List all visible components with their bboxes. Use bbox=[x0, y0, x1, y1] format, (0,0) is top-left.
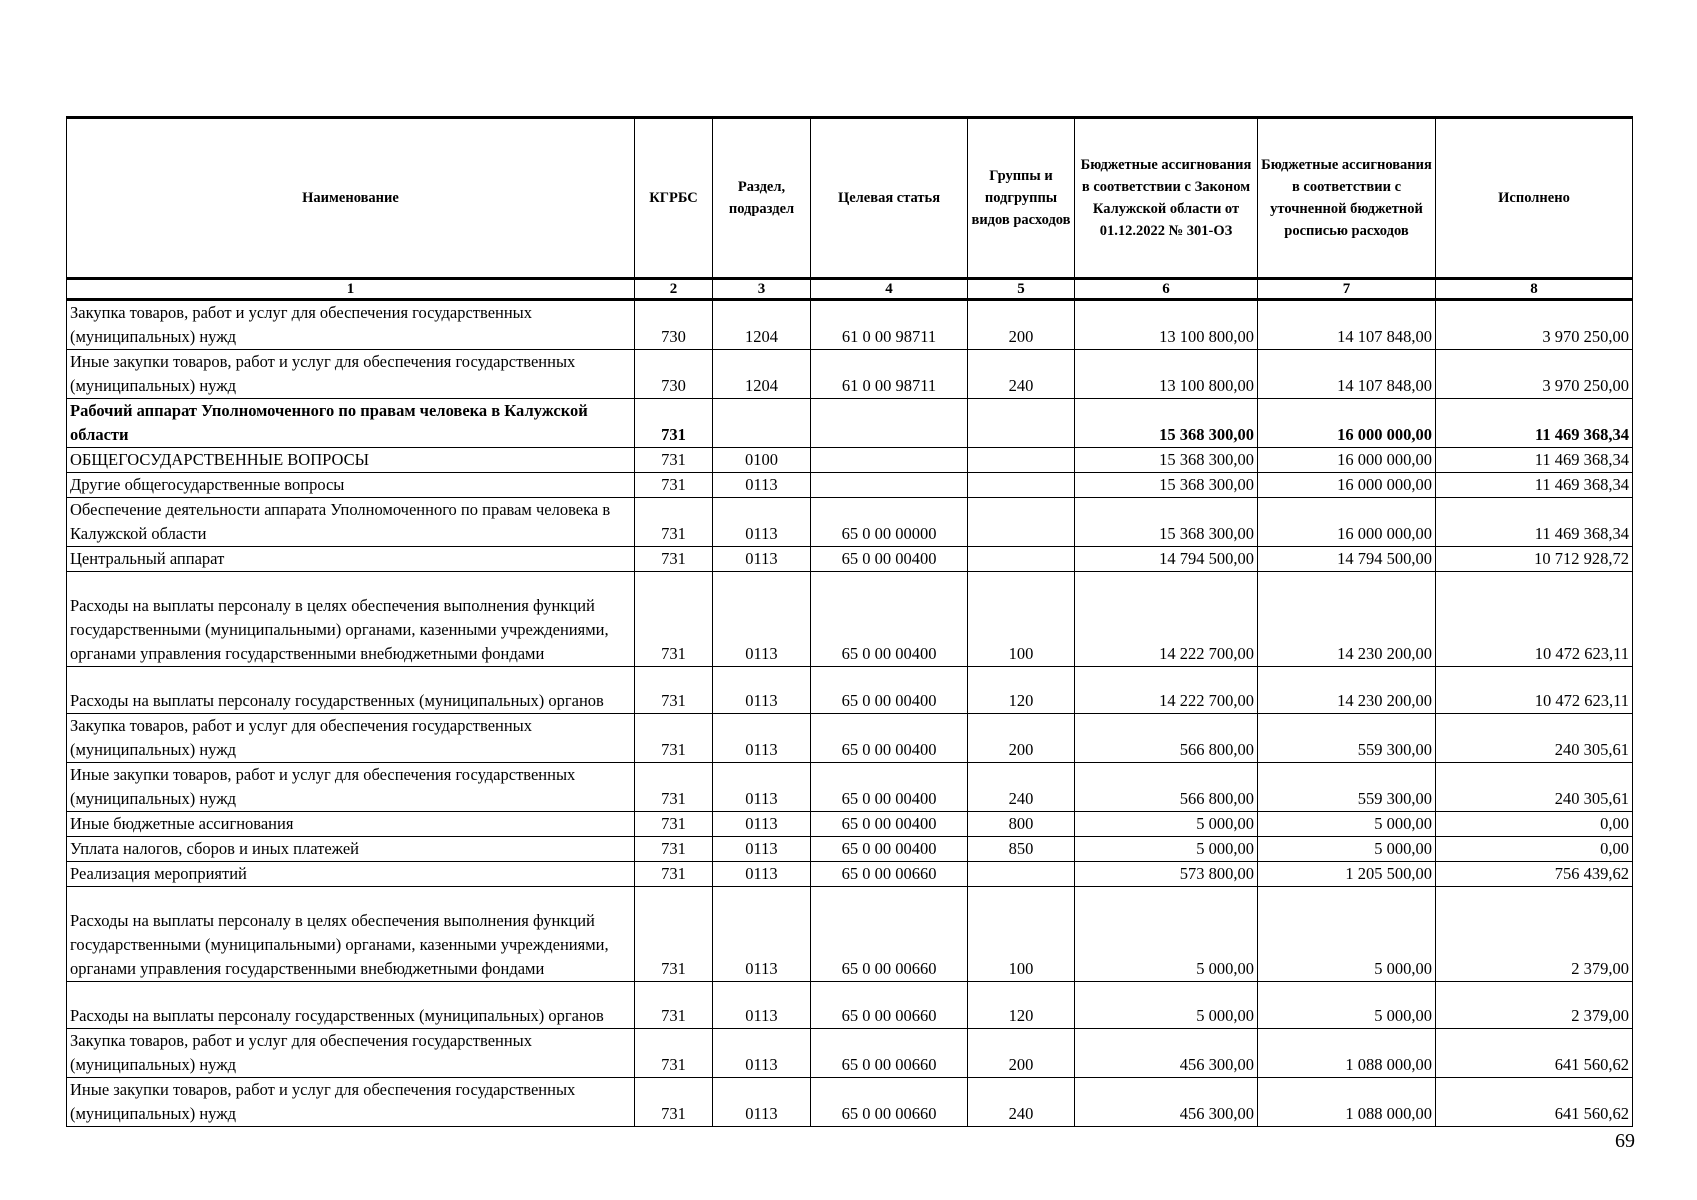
cell-celevaya: 65 0 00 00400 bbox=[811, 714, 968, 763]
cell-zakon: 573 800,00 bbox=[1075, 862, 1258, 887]
cell-ispolneno: 641 560,62 bbox=[1436, 1029, 1633, 1078]
cell-ispolneno: 11 469 368,34 bbox=[1436, 448, 1633, 473]
cell-celevaya: 65 0 00 00400 bbox=[811, 837, 968, 862]
cell-razdel: 0113 bbox=[713, 837, 811, 862]
cell-kgrbs: 731 bbox=[635, 448, 713, 473]
cell-ispolneno: 11 469 368,34 bbox=[1436, 399, 1633, 448]
cell-zakon: 15 368 300,00 bbox=[1075, 448, 1258, 473]
cell-rospis: 5 000,00 bbox=[1258, 812, 1436, 837]
cell-ispolneno: 10 712 928,72 bbox=[1436, 547, 1633, 572]
cell-kgrbs: 731 bbox=[635, 547, 713, 572]
cell-rospis: 5 000,00 bbox=[1258, 982, 1436, 1029]
cell-vr bbox=[968, 498, 1075, 547]
cell-razdel: 0113 bbox=[713, 1029, 811, 1078]
cell-kgrbs: 731 bbox=[635, 1078, 713, 1127]
header-celevaya-statya: Целевая статья bbox=[811, 118, 968, 279]
cell-razdel: 1204 bbox=[713, 350, 811, 399]
table-row bbox=[67, 448, 1633, 473]
table-row bbox=[67, 498, 1633, 547]
cell-zakon: 15 368 300,00 bbox=[1075, 498, 1258, 547]
table-row bbox=[67, 399, 1633, 448]
cell-kgrbs: 731 bbox=[635, 473, 713, 498]
cell-rospis: 14 230 200,00 bbox=[1258, 572, 1436, 667]
cell-ispolneno: 3 970 250,00 bbox=[1436, 350, 1633, 399]
table-row bbox=[67, 837, 1633, 862]
cell-razdel: 0113 bbox=[713, 763, 811, 812]
cell-ispolneno: 11 469 368,34 bbox=[1436, 473, 1633, 498]
cell-celevaya: 65 0 00 00400 bbox=[811, 812, 968, 837]
cell-celevaya: 65 0 00 00000 bbox=[811, 498, 968, 547]
cell-kgrbs: 731 bbox=[635, 887, 713, 982]
cell-name: Рабочий аппарат Уполномоченного по правам человека в Калужской области bbox=[67, 399, 635, 448]
cell-vr: 240 bbox=[968, 1078, 1075, 1127]
header-razdel: Раздел, подраздел bbox=[713, 118, 811, 279]
cell-rospis: 559 300,00 bbox=[1258, 763, 1436, 812]
table-row bbox=[67, 300, 1633, 350]
cell-rospis: 16 000 000,00 bbox=[1258, 399, 1436, 448]
column-number: 8 bbox=[1436, 279, 1633, 300]
table-row bbox=[67, 714, 1633, 763]
cell-celevaya bbox=[811, 473, 968, 498]
cell-rospis: 14 230 200,00 bbox=[1258, 667, 1436, 714]
cell-kgrbs: 731 bbox=[635, 763, 713, 812]
cell-zakon: 5 000,00 bbox=[1075, 812, 1258, 837]
cell-celevaya: 65 0 00 00400 bbox=[811, 547, 968, 572]
cell-rospis: 1 088 000,00 bbox=[1258, 1078, 1436, 1127]
cell-vr: 240 bbox=[968, 350, 1075, 399]
cell-vr: 120 bbox=[968, 982, 1075, 1029]
cell-zakon: 13 100 800,00 bbox=[1075, 300, 1258, 350]
table-header-row bbox=[67, 118, 1633, 279]
cell-celevaya bbox=[811, 399, 968, 448]
cell-name: Уплата налогов, сборов и иных платежей bbox=[67, 837, 635, 862]
cell-celevaya: 65 0 00 00660 bbox=[811, 862, 968, 887]
cell-name: ОБЩЕГОСУДАРСТВЕННЫЕ ВОПРОСЫ bbox=[67, 448, 635, 473]
cell-zakon: 13 100 800,00 bbox=[1075, 350, 1258, 399]
cell-razdel: 0113 bbox=[713, 547, 811, 572]
cell-razdel: 0113 bbox=[713, 887, 811, 982]
cell-razdel: 0113 bbox=[713, 1078, 811, 1127]
cell-vr bbox=[968, 473, 1075, 498]
cell-name: Иные бюджетные ассигнования bbox=[67, 812, 635, 837]
cell-celevaya: 61 0 00 98711 bbox=[811, 350, 968, 399]
cell-kgrbs: 731 bbox=[635, 862, 713, 887]
cell-vr: 240 bbox=[968, 763, 1075, 812]
cell-celevaya: 65 0 00 00660 bbox=[811, 887, 968, 982]
cell-ispolneno: 2 379,00 bbox=[1436, 887, 1633, 982]
cell-vr bbox=[968, 547, 1075, 572]
cell-zakon: 5 000,00 bbox=[1075, 837, 1258, 862]
column-number: 4 bbox=[811, 279, 968, 300]
cell-zakon: 14 222 700,00 bbox=[1075, 572, 1258, 667]
cell-ispolneno: 240 305,61 bbox=[1436, 714, 1633, 763]
cell-vr: 120 bbox=[968, 667, 1075, 714]
cell-kgrbs: 731 bbox=[635, 667, 713, 714]
cell-name: Расходы на выплаты персоналу в целях обеспечения выполнения функций государственными (муниципальными) органами, казенными учреждениями, органами управления государственными внебюджетными фондами bbox=[67, 572, 635, 667]
cell-vr bbox=[968, 399, 1075, 448]
cell-kgrbs: 731 bbox=[635, 837, 713, 862]
cell-name: Расходы на выплаты персоналу в целях обеспечения выполнения функций государственными (муниципальными) органами, казенными учреждениями, органами управления государственными внебюджетными фондами bbox=[67, 887, 635, 982]
cell-razdel: 0113 bbox=[713, 862, 811, 887]
table-row bbox=[67, 1078, 1633, 1127]
cell-celevaya: 65 0 00 00400 bbox=[811, 667, 968, 714]
cell-ispolneno: 10 472 623,11 bbox=[1436, 667, 1633, 714]
cell-zakon: 566 800,00 bbox=[1075, 714, 1258, 763]
cell-celevaya bbox=[811, 448, 968, 473]
cell-vr: 100 bbox=[968, 887, 1075, 982]
cell-zakon: 15 368 300,00 bbox=[1075, 473, 1258, 498]
cell-rospis: 5 000,00 bbox=[1258, 887, 1436, 982]
cell-celevaya: 65 0 00 00660 bbox=[811, 1078, 968, 1127]
cell-ispolneno: 641 560,62 bbox=[1436, 1078, 1633, 1127]
cell-name: Обеспечение деятельности аппарата Уполномоченного по правам человека в Калужской области bbox=[67, 498, 635, 547]
table-row bbox=[67, 1029, 1633, 1078]
cell-zakon: 566 800,00 bbox=[1075, 763, 1258, 812]
table-row bbox=[67, 667, 1633, 714]
table-row bbox=[67, 763, 1633, 812]
table-row bbox=[67, 887, 1633, 982]
table-row bbox=[67, 982, 1633, 1029]
cell-ispolneno: 2 379,00 bbox=[1436, 982, 1633, 1029]
cell-celevaya: 65 0 00 00660 bbox=[811, 1029, 968, 1078]
cell-ispolneno: 756 439,62 bbox=[1436, 862, 1633, 887]
table-row bbox=[67, 350, 1633, 399]
header-zakon: Бюджетные ассигнования в соответствии с Законом Калужской области от 01.12.2022 № 301-ОЗ bbox=[1075, 118, 1258, 279]
table-row bbox=[67, 572, 1633, 667]
cell-zakon: 5 000,00 bbox=[1075, 887, 1258, 982]
cell-razdel: 0113 bbox=[713, 498, 811, 547]
cell-vr bbox=[968, 862, 1075, 887]
header-ispolneno: Исполнено bbox=[1436, 118, 1633, 279]
column-number-row bbox=[67, 279, 1633, 300]
cell-name: Закупка товаров, работ и услуг для обеспечения государственных (муниципальных) нужд bbox=[67, 1029, 635, 1078]
cell-celevaya: 61 0 00 98711 bbox=[811, 300, 968, 350]
cell-name: Иные закупки товаров, работ и услуг для обеспечения государственных (муниципальных) нужд bbox=[67, 1078, 635, 1127]
cell-zakon: 14 222 700,00 bbox=[1075, 667, 1258, 714]
cell-name: Другие общегосударственные вопросы bbox=[67, 473, 635, 498]
cell-razdel: 0113 bbox=[713, 812, 811, 837]
cell-zakon: 15 368 300,00 bbox=[1075, 399, 1258, 448]
cell-rospis: 14 107 848,00 bbox=[1258, 350, 1436, 399]
column-number: 2 bbox=[635, 279, 713, 300]
cell-kgrbs: 731 bbox=[635, 498, 713, 547]
cell-kgrbs: 731 bbox=[635, 572, 713, 667]
cell-ispolneno: 10 472 623,11 bbox=[1436, 572, 1633, 667]
cell-kgrbs: 731 bbox=[635, 1029, 713, 1078]
budget-table-container bbox=[66, 116, 1632, 1127]
cell-celevaya: 65 0 00 00660 bbox=[811, 982, 968, 1029]
column-number: 1 bbox=[67, 279, 635, 300]
table-row bbox=[67, 812, 1633, 837]
cell-ispolneno: 11 469 368,34 bbox=[1436, 498, 1633, 547]
cell-vr: 200 bbox=[968, 714, 1075, 763]
table-row bbox=[67, 547, 1633, 572]
cell-ispolneno: 0,00 bbox=[1436, 812, 1633, 837]
table-row bbox=[67, 473, 1633, 498]
cell-name: Центральный аппарат bbox=[67, 547, 635, 572]
cell-zakon: 14 794 500,00 bbox=[1075, 547, 1258, 572]
header-name: Наименование bbox=[67, 118, 635, 279]
cell-ispolneno: 3 970 250,00 bbox=[1436, 300, 1633, 350]
cell-razdel: 1204 bbox=[713, 300, 811, 350]
cell-zakon: 456 300,00 bbox=[1075, 1029, 1258, 1078]
cell-zakon: 456 300,00 bbox=[1075, 1078, 1258, 1127]
cell-celevaya: 65 0 00 00400 bbox=[811, 763, 968, 812]
budget-execution-table bbox=[66, 116, 1633, 1127]
cell-kgrbs: 730 bbox=[635, 300, 713, 350]
cell-kgrbs: 730 bbox=[635, 350, 713, 399]
header-gruppy-vidov: Группы и подгруппы видов расходов bbox=[968, 118, 1075, 279]
cell-zakon: 5 000,00 bbox=[1075, 982, 1258, 1029]
cell-rospis: 559 300,00 bbox=[1258, 714, 1436, 763]
column-number: 5 bbox=[968, 279, 1075, 300]
cell-razdel: 0113 bbox=[713, 473, 811, 498]
cell-razdel: 0113 bbox=[713, 982, 811, 1029]
cell-name: Реализация мероприятий bbox=[67, 862, 635, 887]
cell-kgrbs: 731 bbox=[635, 982, 713, 1029]
cell-rospis: 16 000 000,00 bbox=[1258, 448, 1436, 473]
cell-razdel bbox=[713, 399, 811, 448]
cell-ispolneno: 0,00 bbox=[1436, 837, 1633, 862]
column-number: 7 bbox=[1258, 279, 1436, 300]
column-number: 6 bbox=[1075, 279, 1258, 300]
cell-rospis: 16 000 000,00 bbox=[1258, 473, 1436, 498]
cell-name: Иные закупки товаров, работ и услуг для обеспечения государственных (муниципальных) нужд bbox=[67, 763, 635, 812]
page-number: 69 bbox=[1615, 1130, 1635, 1152]
cell-ispolneno: 240 305,61 bbox=[1436, 763, 1633, 812]
cell-razdel: 0100 bbox=[713, 448, 811, 473]
cell-rospis: 14 794 500,00 bbox=[1258, 547, 1436, 572]
cell-rospis: 1 088 000,00 bbox=[1258, 1029, 1436, 1078]
cell-razdel: 0113 bbox=[713, 714, 811, 763]
cell-rospis: 1 205 500,00 bbox=[1258, 862, 1436, 887]
cell-name: Расходы на выплаты персоналу государственных (муниципальных) органов bbox=[67, 667, 635, 714]
cell-rospis: 14 107 848,00 bbox=[1258, 300, 1436, 350]
cell-name: Расходы на выплаты персоналу государственных (муниципальных) органов bbox=[67, 982, 635, 1029]
header-kgrbs: КГРБС bbox=[635, 118, 713, 279]
cell-rospis: 5 000,00 bbox=[1258, 837, 1436, 862]
cell-name: Закупка товаров, работ и услуг для обеспечения государственных (муниципальных) нужд bbox=[67, 714, 635, 763]
table-row bbox=[67, 862, 1633, 887]
cell-vr: 200 bbox=[968, 300, 1075, 350]
cell-vr: 850 bbox=[968, 837, 1075, 862]
column-number: 3 bbox=[713, 279, 811, 300]
cell-vr bbox=[968, 448, 1075, 473]
header-rospis: Бюджетные ассигнования в соответствии с уточненной бюджетной росписью расходов bbox=[1258, 118, 1436, 279]
cell-razdel: 0113 bbox=[713, 667, 811, 714]
cell-name: Закупка товаров, работ и услуг для обеспечения государственных (муниципальных) нужд bbox=[67, 300, 635, 350]
cell-name: Иные закупки товаров, работ и услуг для обеспечения государственных (муниципальных) нужд bbox=[67, 350, 635, 399]
cell-vr: 800 bbox=[968, 812, 1075, 837]
cell-kgrbs: 731 bbox=[635, 714, 713, 763]
cell-razdel: 0113 bbox=[713, 572, 811, 667]
cell-celevaya: 65 0 00 00400 bbox=[811, 572, 968, 667]
cell-kgrbs: 731 bbox=[635, 399, 713, 448]
cell-vr: 100 bbox=[968, 572, 1075, 667]
cell-rospis: 16 000 000,00 bbox=[1258, 498, 1436, 547]
cell-vr: 200 bbox=[968, 1029, 1075, 1078]
cell-kgrbs: 731 bbox=[635, 812, 713, 837]
